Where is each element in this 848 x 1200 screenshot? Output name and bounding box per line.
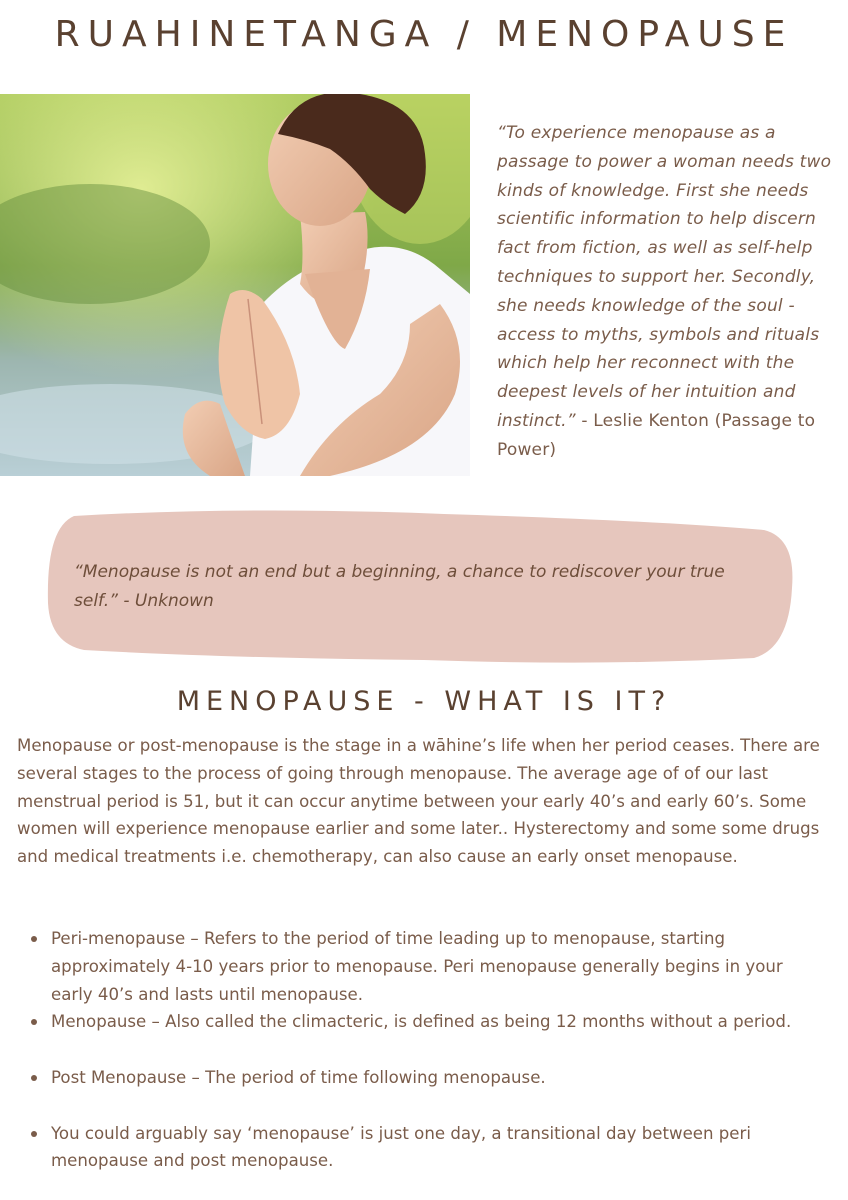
list-item xyxy=(0,925,821,1008)
bullet-icon xyxy=(31,1131,37,1137)
meditation-photo xyxy=(0,94,470,476)
kenton-quote-text: “To experience menopause as a passage to power a woman needs two kinds of knowledge. First she needs scientific information to help discern fact from fiction, as well as self-help techniques to support her. Secondly, she needs knowledge of the soul - access to myths, symbols and rituals which help her reconnect with the deepest levels of her intuition and instinct.” xyxy=(497,123,832,431)
list-item-text: You could arguably say ‘menopause’ is just one day, a transitional day between peri menopause and post menopause. xyxy=(51,1123,751,1171)
list-item xyxy=(0,1008,821,1036)
section-heading: MENOPAUSE - WHAT IS IT? xyxy=(176,686,672,717)
kenton-quote xyxy=(497,119,832,465)
bullet-icon xyxy=(31,1075,37,1081)
list-item xyxy=(0,1120,821,1176)
kenton-quote-attribution: - Leslie Kenton (Passage to Power) xyxy=(497,410,816,460)
menopause-stages-list xyxy=(0,925,848,1175)
unknown-quote: “Menopause is not an end but a beginning, a chance to rediscover your true self.” - Unknown xyxy=(74,562,725,611)
intro-paragraph: Menopause or post-menopause is the stage in a wāhine’s life when her period ceases. There are several stages to the process of going through menopause. The average age of of our last menstrual period is 51, but it can occur anytime between your early 40’s and early 60’s. Some women will experience menopause earlier and some later.. Hysterectomy and some some drugs and medical treatments i.e. chemotherapy, can also cause an early onset menopause. xyxy=(17,736,820,867)
list-item-text: Peri-menopause – Refers to the period of time leading up to menopause, starting approximately 4-10 years prior to menopause. Peri menopause generally begins in your early 40’s and lasts until menopause. xyxy=(51,929,783,1004)
list-item-text: Post Menopause – The period of time following menopause. xyxy=(51,1067,546,1087)
page-title: RUAHINETANGA / MENOPAUSE xyxy=(54,14,794,55)
bullet-icon xyxy=(31,1019,37,1025)
list-item-text: Menopause – Also called the climacteric, is defined as being 12 months without a period. xyxy=(51,1012,792,1032)
list-item xyxy=(0,1064,821,1092)
bullet-icon xyxy=(31,936,37,942)
